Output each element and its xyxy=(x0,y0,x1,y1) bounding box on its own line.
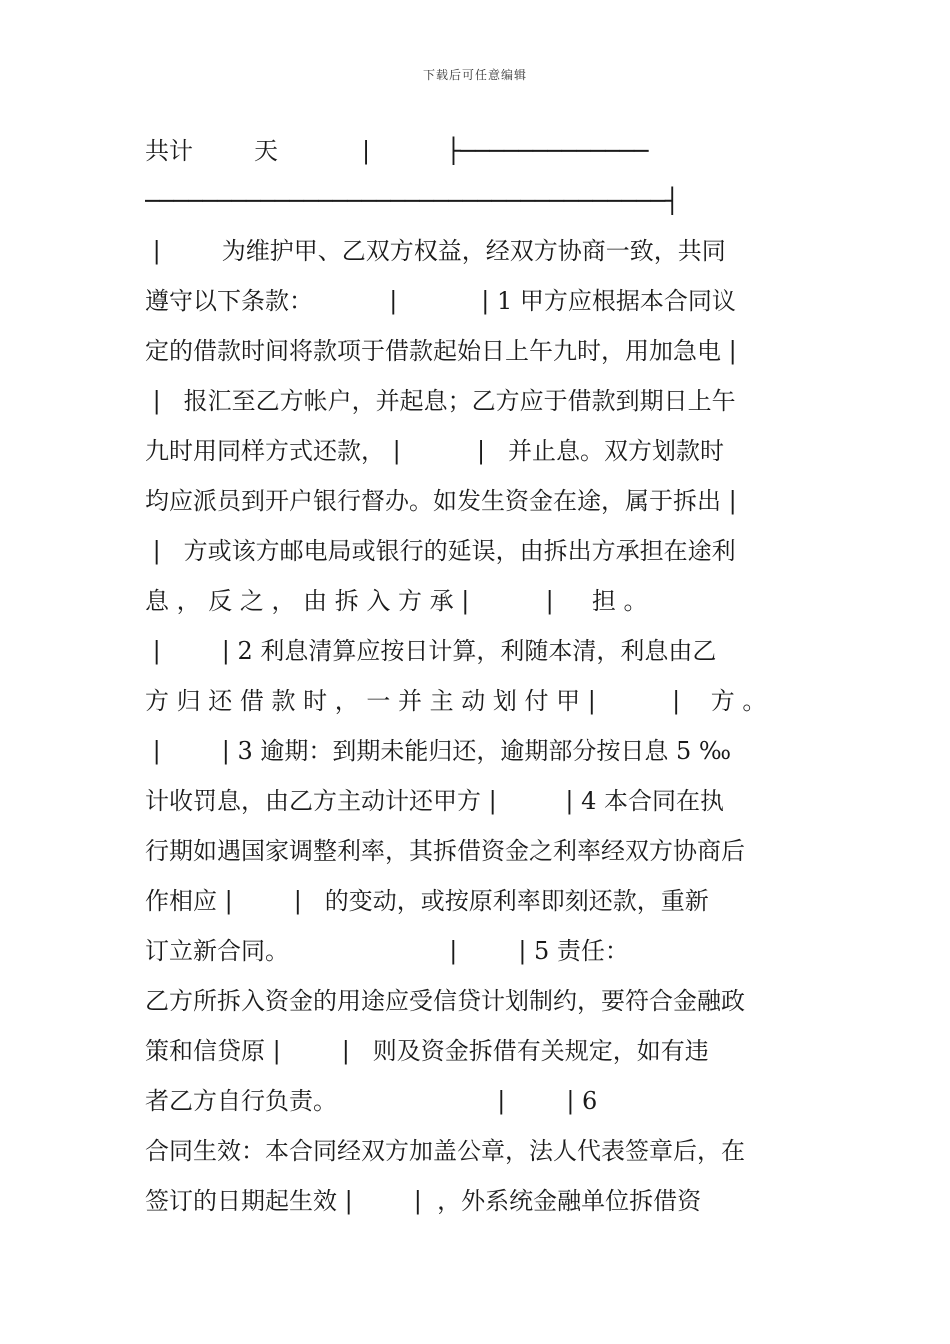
text-line: 乙方所拆入资金的用途应受信贷计划制约，要符合金融政 xyxy=(145,987,745,1015)
text-line: 九时用同样方式还款， | | 并止息。双方划款时 xyxy=(145,437,724,465)
text-line: 作相应 | | 的变动，或按原利率即刻还款，重新 xyxy=(145,887,709,915)
text-line: | | 3 逾期：到期未能归还，逾期部分按日息 5 ‰ xyxy=(145,737,732,765)
text-line: 签订的日期起生效 | | ，外系统金融单位拆借资 xyxy=(145,1187,702,1215)
text-line: 定的借款时间将款项于借款起始日上午九时，用加急电 | xyxy=(145,337,737,365)
text-line: | | 2 利息清算应按日计算，利随本清，利息由乙 xyxy=(145,637,717,665)
text-line: 方 归 还 借 款 时 ， 一 并 主 动 划 付 甲 | | 方 。 xyxy=(145,687,767,715)
text-line: 共计 天 | ├───────────── xyxy=(145,137,649,165)
text-line: 策和信贷原 | | 则及资金拆借有关规定，如有违 xyxy=(145,1037,709,1065)
text-line: | 方或该方邮电局或银行的延误，由拆出方承担在途利 xyxy=(145,537,736,565)
text-line: 息 ， 反 之 ， 由 拆 入 方 承 | | 担 。 xyxy=(145,587,648,615)
page-header: 下载后可任意编辑 xyxy=(422,68,527,82)
text-line: 行期如遇国家调整利率，其拆借资金之利率经双方协商后 xyxy=(145,837,745,865)
text-line: 者乙方自行负责。 | | 6 xyxy=(145,1087,598,1115)
text-line: 订立新合同。 | | 5 责任： xyxy=(145,937,629,965)
text-line: 均应派员到开户银行督办。如发生资金在途，属于拆出 | xyxy=(145,487,737,515)
text-line: ────────────────────────────────────┤ xyxy=(145,187,680,215)
text-line: 遵守以下条款： | | 1 甲方应根据本合同议 xyxy=(145,287,736,315)
text-line: 合同生效：本合同经双方加盖公章，法人代表签章后，在 xyxy=(145,1137,745,1165)
text-line: | 报汇至乙方帐户，并起息；乙方应于借款到期日上午 xyxy=(145,387,736,415)
text-line: 计收罚息，由乙方主动计还甲方 | | 4 本合同在执 xyxy=(145,787,724,815)
document-body xyxy=(145,126,810,1226)
text-line: | 为维护甲、乙双方权益，经双方协商一致，共同 xyxy=(145,237,726,265)
